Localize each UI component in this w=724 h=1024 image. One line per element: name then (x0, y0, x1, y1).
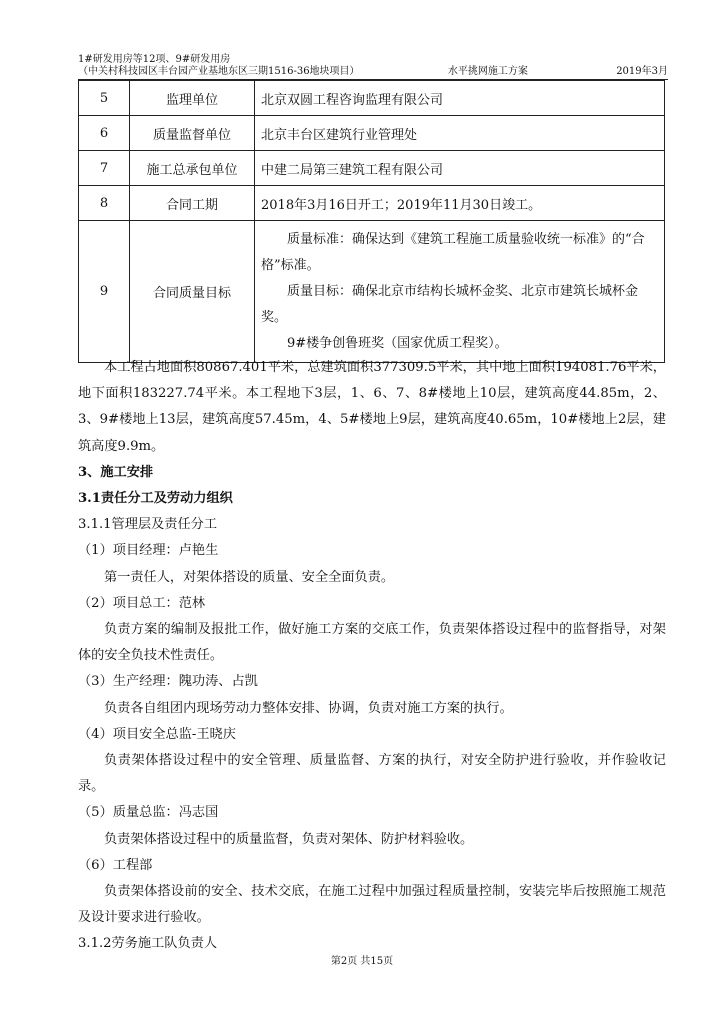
row-label: 合同工期 (130, 186, 255, 221)
row-label: 监理单位 (130, 81, 255, 116)
table-row (79, 81, 665, 116)
subsubsection-heading: 3.1.2劳务施工队负责人 (78, 936, 218, 952)
row-number: 8 (79, 186, 130, 221)
page-header (78, 54, 668, 78)
luban-award-goal: 9#楼争创鲁班奖（国家优质工程奖）。 (287, 335, 508, 351)
header-line1: 1#研发用房等12项、9#研发用房 (78, 54, 231, 65)
row-value (255, 221, 665, 363)
row-value: 2018年3月16日开工；2019年11月30日竣工。 (255, 186, 665, 221)
page-number: 第2页 共15页 (330, 956, 394, 967)
document-body (78, 355, 666, 958)
header-doc-title: 水平挑网施工方案 (447, 66, 528, 77)
project-info-table (78, 80, 665, 363)
row-value: 北京丰台区建筑行业管理处 (255, 116, 665, 151)
header-project: （中关村科技园区丰台园产业基地东区三期1516-36地块项目） (78, 66, 360, 77)
subsection-heading: 3.1责任分工及劳动力组织 (78, 491, 233, 507)
role-desc: 第一责任人，对架体搭设的质量、安全全面负责。 (104, 569, 395, 585)
row-number: 5 (79, 81, 130, 116)
table-row-quality-target (79, 221, 665, 363)
row-label: 质量监督单位 (130, 116, 255, 151)
row-label: 施工总承包单位 (130, 151, 255, 186)
row-value: 中建二局第三建筑工程有限公司 (255, 151, 665, 186)
row-value: 北京双圆工程咨询监理有限公司 (255, 81, 665, 116)
section-heading: 3、施工安排 (78, 464, 154, 480)
role-title: （2）项目总工：范林 (78, 595, 206, 611)
role-title: （5）质量总监：冯志国 (78, 805, 219, 821)
row-number: 6 (79, 116, 130, 151)
quality-goal: 质量目标：确保北京市结构长城杯金奖、北京市建筑长城杯金奖。 (261, 283, 639, 325)
role-desc: 负责各自组团内现场劳动力整体安排、协调，负责对施工方案的执行。 (104, 700, 513, 716)
table-row (79, 186, 665, 221)
role-title: （4）项目安全总监-王晓庆 (78, 726, 236, 742)
quality-standard: 质量标准：确保达到《建筑工程施工质量验收统一标准》的“合格”标准。 (261, 231, 645, 273)
row-label: 合同质量目标 (130, 221, 255, 363)
project-overview: 本工程占地面积80867.401平米，总建筑面积377309.5平米，其中地上面积194081.76平米，地下面积183227.74平米。本工程地下3层，1、6、7、8#楼地上10层，建筑高度44.85m，2、3、9#楼地上13层，建筑高度57.45m，4、5#楼地上9层，建筑高度40.65m，10#楼地上2层，建筑高度9.9m。 (78, 360, 666, 454)
table-row (79, 151, 665, 186)
role-desc: 负责架体搭设过程中的质量监督，负责对架体、防护材料验收。 (104, 831, 474, 847)
table-row (79, 116, 665, 151)
header-date: 2019年3月 (616, 66, 668, 77)
row-number: 9 (79, 221, 130, 363)
role-title: （1）项目经理：卢艳生 (78, 543, 219, 559)
role-desc: 负责架体搭设过程中的安全管理、质量监督、方案的执行，对安全防护进行验收，并作验收记录。 (78, 753, 666, 795)
subsubsection-heading: 3.1.1管理层及责任分工 (78, 517, 218, 533)
role-desc: 负责方案的编制及报批工作，做好施工方案的交底工作，负责架体搭设过程中的监督指导，对架体的安全负技术性责任。 (78, 622, 666, 664)
role-desc: 负责架体搭设前的安全、技术交底，在施工过程中加强过程质量控制，安装完毕后按照施工规范及设计要求进行验收。 (78, 884, 666, 926)
role-title: （6）工程部 (78, 857, 153, 873)
role-title: （3）生产经理：隗功涛、占凯 (78, 674, 258, 690)
row-number: 7 (79, 151, 130, 186)
